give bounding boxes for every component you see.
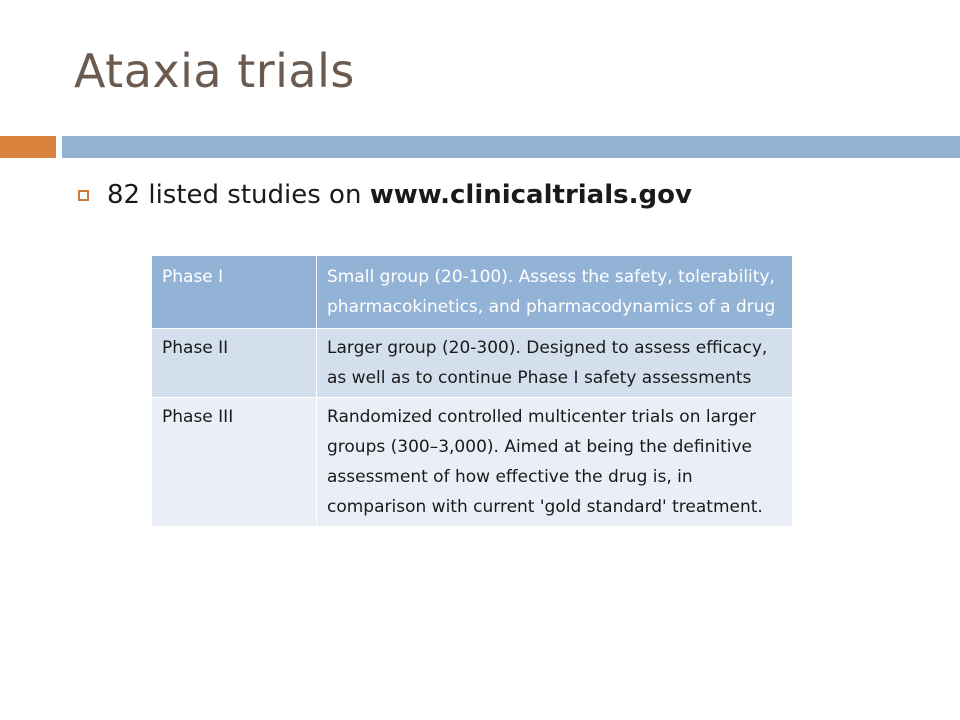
bullet-link-text: www.clinicaltrials.gov	[369, 180, 692, 210]
phase-cell: Phase III	[152, 398, 317, 527]
description-cell: Small group (20-100). Assess the safety, tolerability, pharmacokinetics, and pharmacodynamics of a drug	[317, 256, 793, 329]
phase-table	[152, 256, 792, 527]
phase-cell: Phase II	[152, 329, 317, 398]
table-row	[152, 256, 792, 329]
bullet-text	[107, 180, 692, 210]
description-cell: Randomized controlled multicenter trials on larger groups (300–3,000). Aimed at being the definitive assessment of how effective the drug is, in comparison with current 'gold standard' treatment.	[317, 398, 793, 527]
slide-title: Ataxia trials	[74, 44, 355, 98]
phase-cell: Phase I	[152, 256, 317, 329]
title-rule-accent	[0, 136, 56, 158]
table-row	[152, 329, 792, 398]
bullet-item	[78, 180, 692, 210]
bullet-text-prefix: 82 listed studies on	[107, 180, 370, 210]
table-row	[152, 398, 792, 527]
description-cell: Larger group (20-300). Designed to assess efficacy, as well as to continue Phase I safety assessments	[317, 329, 793, 398]
square-bullet-icon	[78, 190, 89, 201]
title-rule	[62, 136, 960, 158]
